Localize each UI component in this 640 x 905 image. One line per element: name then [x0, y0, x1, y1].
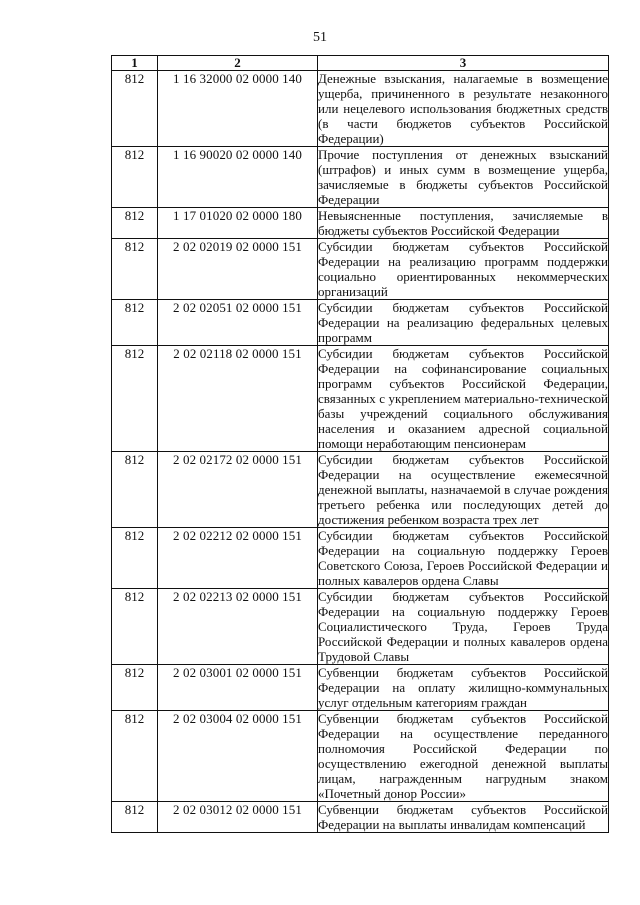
description-cell: Субсидии бюджетам субъектов Российской Федерации на социальную поддержку Героев Советского Союза, Героев Российской Федерации и полных кавалеров ордена Славы — [318, 528, 608, 588]
column-header-3: 3 — [318, 56, 609, 71]
admin-code-cell: 812 — [112, 71, 158, 147]
admin-code-cell: 812 — [112, 208, 158, 239]
column-header-2: 2 — [158, 56, 318, 71]
budget-code-cell: 2 02 02051 02 0000 151 — [158, 300, 318, 346]
admin-code-cell: 812 — [112, 665, 158, 711]
column-header-1: 1 — [112, 56, 158, 71]
description-cell: Прочие поступления от денежных взысканий (штрафов) и иных сумм в возмещение ущерба, зачисляемые в бюджеты субъектов Российской Федерации — [318, 147, 608, 207]
table-row — [112, 452, 609, 528]
revenue-codes-table — [111, 55, 609, 833]
table-row — [112, 665, 609, 711]
budget-code-cell: 2 02 02019 02 0000 151 — [158, 239, 318, 300]
budget-code-cell: 2 02 03001 02 0000 151 — [158, 665, 318, 711]
table-row — [112, 71, 609, 147]
admin-code-cell: 812 — [112, 802, 158, 833]
table-row — [112, 239, 609, 300]
budget-code-cell: 1 16 32000 02 0000 140 — [158, 71, 318, 147]
budget-code-cell: 1 17 01020 02 0000 180 — [158, 208, 318, 239]
description-cell: Денежные взыскания, налагаемые в возмещение ущерба, причиненного в результате незаконного или нецелевого использования бюджетных средств (в части бюджетов субъектов Российской Федерации) — [318, 71, 608, 146]
table-row — [112, 589, 609, 665]
budget-code-cell: 2 02 02118 02 0000 151 — [158, 346, 318, 452]
table-row — [112, 147, 609, 208]
table-header-row — [112, 56, 609, 71]
admin-code-cell: 812 — [112, 239, 158, 300]
table-row — [112, 208, 609, 239]
description-cell: Субвенции бюджетам субъектов Российской Федерации на осуществление переданного полномочия Российской Федерации по осуществлению ежегодной денежной выплаты лицам, награжденным нагрудным знаком «Почетный донор России» — [318, 711, 608, 801]
description-cell: Субвенции бюджетам субъектов Российской Федерации на выплаты инвалидам компенсаций — [318, 802, 608, 832]
description-cell: Субсидии бюджетам субъектов Российской Федерации на софинансирование социальных программ субъектов Российской Федерации, связанных с укреплением материально-технической базы учреждений социального обслуживания населения и оказанием адресной социальной помощи неработающим пенсионерам — [318, 346, 608, 451]
admin-code-cell: 812 — [112, 300, 158, 346]
budget-code-cell: 2 02 02172 02 0000 151 — [158, 452, 318, 528]
table-row — [112, 711, 609, 802]
description-cell: Невыясненные поступления, зачисляемые в бюджеты субъектов Российской Федерации — [318, 208, 608, 238]
admin-code-cell: 812 — [112, 346, 158, 452]
table-row — [112, 346, 609, 452]
budget-code-cell: 2 02 02212 02 0000 151 — [158, 528, 318, 589]
table-row — [112, 528, 609, 589]
description-cell: Субсидии бюджетам субъектов Российской Федерации на осуществление ежемесячной денежной выплаты, назначаемой в случае рождения третьего ребенка или последующих детей до достижения ребенком возраста трех лет — [318, 452, 608, 527]
budget-code-cell: 2 02 03004 02 0000 151 — [158, 711, 318, 802]
description-cell: Субсидии бюджетам субъектов Российской Федерации на социальную поддержку Героев Социалистического Труда, Героев Труда Российской Федерации и полных кавалеров ордена Трудовой Славы — [318, 589, 608, 664]
description-cell: Субсидии бюджетам субъектов Российской Федерации на реализацию программ поддержки социально ориентированных некоммерческих организаций — [318, 239, 608, 299]
admin-code-cell: 812 — [112, 528, 158, 589]
table-row — [112, 300, 609, 346]
budget-code-cell: 1 16 90020 02 0000 140 — [158, 147, 318, 208]
admin-code-cell: 812 — [112, 589, 158, 665]
admin-code-cell: 812 — [112, 711, 158, 802]
admin-code-cell: 812 — [112, 147, 158, 208]
budget-code-cell: 2 02 02213 02 0000 151 — [158, 589, 318, 665]
description-cell: Субсидии бюджетам субъектов Российской Федерации на реализацию федеральных целевых программ — [318, 300, 608, 345]
page-number: 51 — [313, 30, 327, 45]
description-cell: Субвенции бюджетам субъектов Российской Федерации на оплату жилищно-коммунальных услуг отдельным категориям граждан — [318, 665, 608, 710]
table-row — [112, 802, 609, 833]
admin-code-cell: 812 — [112, 452, 158, 528]
budget-code-cell: 2 02 03012 02 0000 151 — [158, 802, 318, 833]
